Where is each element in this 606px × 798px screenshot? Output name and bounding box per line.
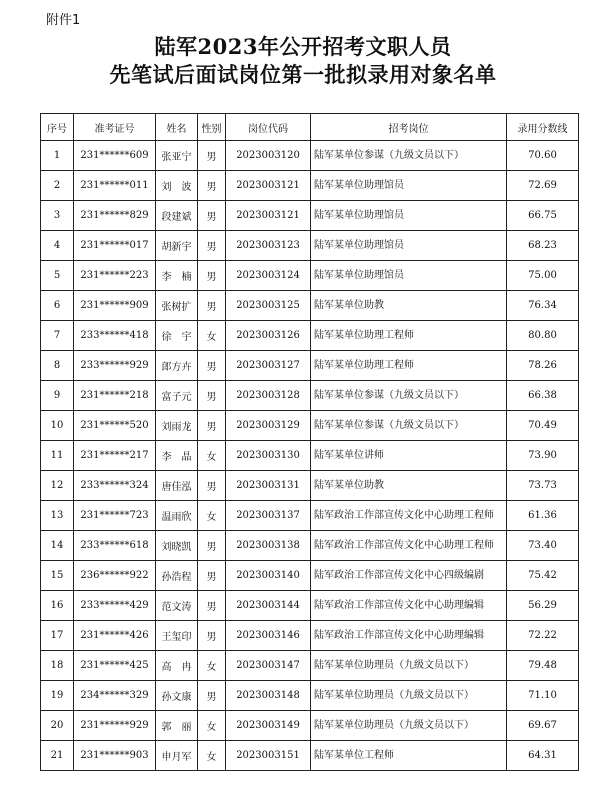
cell-score: 72.22 <box>507 621 579 651</box>
cell-score: 76.34 <box>507 291 579 321</box>
cell-post-code: 2023003138 <box>226 531 311 561</box>
cell-exam-number: 231******223 <box>74 261 156 291</box>
cell-score: 75.42 <box>507 561 579 591</box>
cell-gender: 男 <box>198 261 226 291</box>
cell-exam-number: 231******218 <box>74 381 156 411</box>
cell-index: 5 <box>41 261 74 291</box>
document-title-line2: 先笔试后面试岗位第一批拟录用对象名单 <box>109 62 497 87</box>
cell-gender: 女 <box>198 741 226 771</box>
cell-post: 陆军某单位助理员（九级文员以下） <box>311 711 507 741</box>
cell-post: 陆军政治工作部宣传文化中心助理编辑 <box>311 621 507 651</box>
cell-gender: 男 <box>198 471 226 501</box>
cell-score: 69.67 <box>507 711 579 741</box>
cell-post: 陆军某单位助理员（九级文员以下） <box>311 681 507 711</box>
cell-post-code: 2023003121 <box>226 201 311 231</box>
cell-score: 73.73 <box>507 471 579 501</box>
cell-post-code: 2023003146 <box>226 621 311 651</box>
cell-score: 71.10 <box>507 681 579 711</box>
cell-post: 陆军政治工作部宣传文化中心四级编剧 <box>311 561 507 591</box>
cell-index: 3 <box>41 201 74 231</box>
table-header-row <box>41 114 579 141</box>
cell-name: 孙文康 <box>156 681 198 711</box>
table-row <box>41 201 579 231</box>
cell-gender: 男 <box>198 531 226 561</box>
cell-index: 16 <box>41 591 74 621</box>
header-gender: 性别 <box>198 114 226 141</box>
cell-score: 70.49 <box>507 411 579 441</box>
cell-post-code: 2023003149 <box>226 711 311 741</box>
cell-post: 陆军政治工作部宣传文化中心助理编辑 <box>311 591 507 621</box>
table-row <box>41 531 579 561</box>
cell-index: 19 <box>41 681 74 711</box>
cell-gender: 女 <box>198 321 226 351</box>
header-name: 姓名 <box>156 114 198 141</box>
cell-score: 66.75 <box>507 201 579 231</box>
header-score: 录用分数线 <box>507 114 579 141</box>
cell-name: 胡新宇 <box>156 231 198 261</box>
cell-gender: 男 <box>198 561 226 591</box>
cell-name: 唐佳泓 <box>156 471 198 501</box>
cell-score: 80.80 <box>507 321 579 351</box>
document-title-line1: 陆军2023年公开招考文职人员 <box>154 34 452 59</box>
cell-gender: 男 <box>198 201 226 231</box>
cell-name: 高 冉 <box>156 651 198 681</box>
table-row <box>41 141 579 171</box>
cell-name: 富子元 <box>156 381 198 411</box>
cell-post: 陆军某单位参谋（九级文员以下） <box>311 411 507 441</box>
cell-exam-number: 233******429 <box>74 591 156 621</box>
cell-index: 15 <box>41 561 74 591</box>
cell-name: 张亚宁 <box>156 141 198 171</box>
cell-exam-number: 233******324 <box>74 471 156 501</box>
cell-index: 17 <box>41 621 74 651</box>
cell-score: 66.38 <box>507 381 579 411</box>
table-row <box>41 681 579 711</box>
table-row <box>41 261 579 291</box>
cell-post: 陆军某单位参谋（九级文员以下） <box>311 141 507 171</box>
table-row <box>41 291 579 321</box>
cell-exam-number: 231******609 <box>74 141 156 171</box>
cell-post-code: 2023003131 <box>226 471 311 501</box>
cell-name: 孙浩程 <box>156 561 198 591</box>
cell-gender: 女 <box>198 651 226 681</box>
cell-exam-number: 233******618 <box>74 531 156 561</box>
header-post-code: 岗位代码 <box>226 114 311 141</box>
cell-score: 73.90 <box>507 441 579 471</box>
cell-score: 61.36 <box>507 501 579 531</box>
cell-index: 1 <box>41 141 74 171</box>
table-row <box>41 441 579 471</box>
cell-exam-number: 231******425 <box>74 651 156 681</box>
cell-post: 陆军某单位工程师 <box>311 741 507 771</box>
table-row <box>41 741 579 771</box>
table-row <box>41 471 579 501</box>
cell-name: 刘雨龙 <box>156 411 198 441</box>
cell-exam-number: 231******929 <box>74 711 156 741</box>
cell-index: 6 <box>41 291 74 321</box>
cell-score: 79.48 <box>507 651 579 681</box>
cell-post-code: 2023003140 <box>226 561 311 591</box>
cell-exam-number: 231******520 <box>74 411 156 441</box>
cell-name: 郭 丽 <box>156 711 198 741</box>
annex-label: 附件1 <box>46 13 81 28</box>
cell-exam-number: 231******829 <box>74 201 156 231</box>
cell-gender: 男 <box>198 381 226 411</box>
cell-name: 段建斌 <box>156 201 198 231</box>
cell-name: 郎方卉 <box>156 351 198 381</box>
cell-gender: 男 <box>198 141 226 171</box>
cell-post-code: 2023003127 <box>226 351 311 381</box>
table-row <box>41 651 579 681</box>
table-row <box>41 711 579 741</box>
table-row <box>41 321 579 351</box>
table-row <box>41 231 579 261</box>
cell-exam-number: 233******929 <box>74 351 156 381</box>
cell-index: 14 <box>41 531 74 561</box>
table-row <box>41 561 579 591</box>
cell-post: 陆军某单位助理馆员 <box>311 171 507 201</box>
cell-score: 75.00 <box>507 261 579 291</box>
cell-post-code: 2023003121 <box>226 171 311 201</box>
cell-gender: 男 <box>198 351 226 381</box>
cell-post-code: 2023003129 <box>226 411 311 441</box>
cell-post: 陆军某单位助理馆员 <box>311 261 507 291</box>
table-row <box>41 171 579 201</box>
cell-score: 68.23 <box>507 231 579 261</box>
cell-post-code: 2023003151 <box>226 741 311 771</box>
cell-gender: 女 <box>198 501 226 531</box>
cell-index: 21 <box>41 741 74 771</box>
cell-exam-number: 231******217 <box>74 441 156 471</box>
cell-post-code: 2023003128 <box>226 381 311 411</box>
cell-index: 20 <box>41 711 74 741</box>
table-row <box>41 621 579 651</box>
cell-post-code: 2023003124 <box>226 261 311 291</box>
cell-post: 陆军某单位助理馆员 <box>311 231 507 261</box>
cell-post-code: 2023003123 <box>226 231 311 261</box>
cell-post-code: 2023003137 <box>226 501 311 531</box>
header-post: 招考岗位 <box>311 114 507 141</box>
cell-exam-number: 231******723 <box>74 501 156 531</box>
cell-exam-number: 233******418 <box>74 321 156 351</box>
cell-exam-number: 231******426 <box>74 621 156 651</box>
cell-exam-number: 236******922 <box>74 561 156 591</box>
cell-score: 70.60 <box>507 141 579 171</box>
cell-gender: 男 <box>198 231 226 261</box>
header-index: 序号 <box>41 114 74 141</box>
cell-gender: 男 <box>198 411 226 441</box>
cell-post: 陆军某单位助理员（九级文员以下） <box>311 651 507 681</box>
cell-gender: 男 <box>198 621 226 651</box>
cell-index: 4 <box>41 231 74 261</box>
cell-index: 12 <box>41 471 74 501</box>
table-row <box>41 411 579 441</box>
cell-post: 陆军某单位助教 <box>311 291 507 321</box>
cell-post: 陆军政治工作部宣传文化中心助理工程师 <box>311 531 507 561</box>
cell-name: 申月军 <box>156 741 198 771</box>
cell-gender: 男 <box>198 681 226 711</box>
cell-post: 陆军某单位助理工程师 <box>311 321 507 351</box>
cell-name: 王玺印 <box>156 621 198 651</box>
cell-post-code: 2023003130 <box>226 441 311 471</box>
cell-gender: 男 <box>198 171 226 201</box>
cell-name: 李 楠 <box>156 261 198 291</box>
cell-name: 温雨欣 <box>156 501 198 531</box>
cell-post: 陆军某单位助理馆员 <box>311 201 507 231</box>
cell-name: 徐 宇 <box>156 321 198 351</box>
cell-exam-number: 231******909 <box>74 291 156 321</box>
cell-index: 13 <box>41 501 74 531</box>
cell-index: 11 <box>41 441 74 471</box>
cell-gender: 女 <box>198 711 226 741</box>
cell-name: 范文涛 <box>156 591 198 621</box>
cell-score: 78.26 <box>507 351 579 381</box>
cell-index: 7 <box>41 321 74 351</box>
cell-name: 刘 波 <box>156 171 198 201</box>
header-exam-number: 准考证号 <box>74 114 156 141</box>
cell-index: 10 <box>41 411 74 441</box>
cell-post-code: 2023003125 <box>226 291 311 321</box>
cell-index: 2 <box>41 171 74 201</box>
cell-post-code: 2023003147 <box>226 651 311 681</box>
cell-exam-number: 231******017 <box>74 231 156 261</box>
cell-post-code: 2023003148 <box>226 681 311 711</box>
table-row <box>41 351 579 381</box>
table-row <box>41 501 579 531</box>
cell-post-code: 2023003144 <box>226 591 311 621</box>
cell-exam-number: 234******329 <box>74 681 156 711</box>
cell-post-code: 2023003120 <box>226 141 311 171</box>
cell-post: 陆军政治工作部宣传文化中心助理工程师 <box>311 501 507 531</box>
cell-gender: 男 <box>198 291 226 321</box>
cell-score: 72.69 <box>507 171 579 201</box>
cell-post: 陆军某单位参谋（九级文员以下） <box>311 381 507 411</box>
cell-gender: 女 <box>198 441 226 471</box>
cell-score: 64.31 <box>507 741 579 771</box>
cell-name: 张树扩 <box>156 291 198 321</box>
cell-exam-number: 231******903 <box>74 741 156 771</box>
table-row <box>41 381 579 411</box>
cell-index: 8 <box>41 351 74 381</box>
cell-post: 陆军某单位助理工程师 <box>311 351 507 381</box>
cell-post-code: 2023003126 <box>226 321 311 351</box>
cell-name: 李 晶 <box>156 441 198 471</box>
cell-index: 9 <box>41 381 74 411</box>
cell-index: 18 <box>41 651 74 681</box>
cell-name: 刘晓凯 <box>156 531 198 561</box>
cell-score: 73.40 <box>507 531 579 561</box>
table-row <box>41 591 579 621</box>
cell-gender: 男 <box>198 591 226 621</box>
candidate-table <box>40 113 579 771</box>
cell-post: 陆军某单位讲师 <box>311 441 507 471</box>
cell-exam-number: 231******011 <box>74 171 156 201</box>
cell-score: 56.29 <box>507 591 579 621</box>
cell-post: 陆军某单位助教 <box>311 471 507 501</box>
